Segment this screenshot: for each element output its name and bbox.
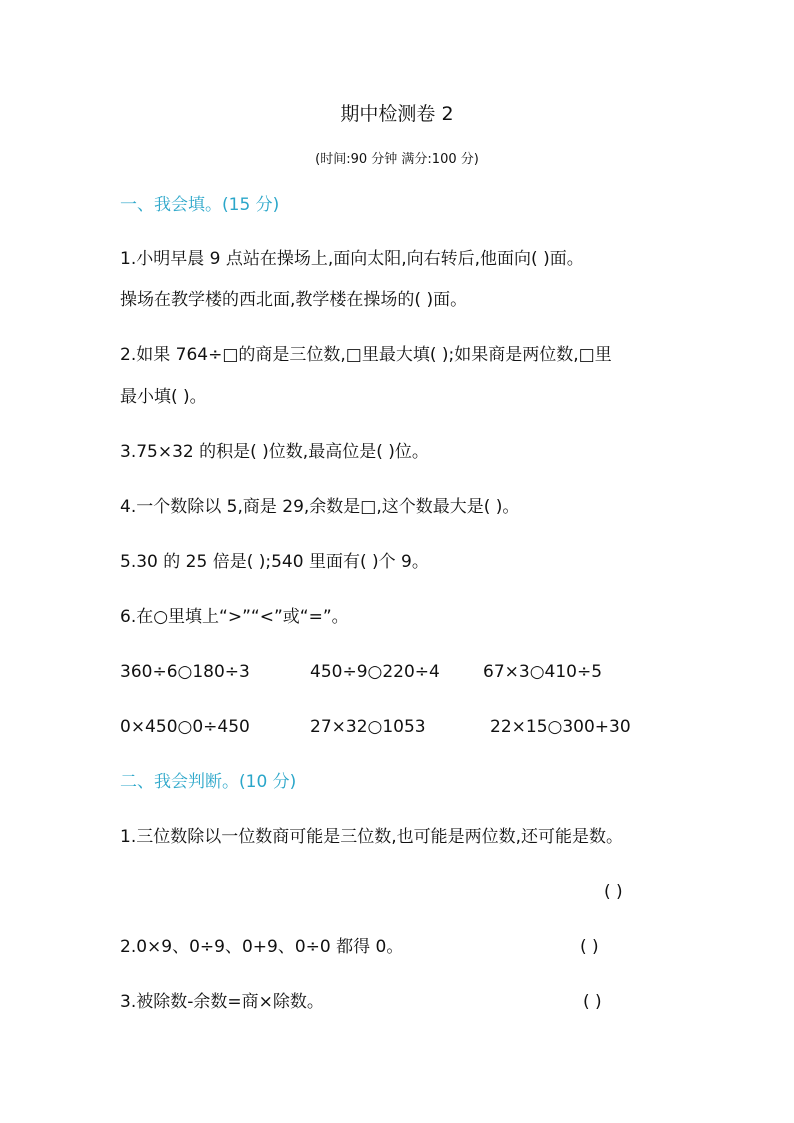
question-3: 3.75×32 的积是( )位数,最高位是( )位。: [120, 442, 429, 462]
calc-item: 22×15○300+30: [490, 717, 631, 737]
calc-item: 360÷6○180÷3: [120, 662, 250, 682]
page-subtitle: (时间:90 分钟 满分:100 分): [315, 152, 479, 167]
section2-heading: 二、我会判断。(10 分): [120, 772, 297, 792]
calc-item: 0×450○0÷450: [120, 717, 250, 737]
question-1-line-1: 1.小明早晨 9 点站在操场上,面向太阳,向右转后,他面向( )面。: [120, 249, 584, 269]
judge-answer-bracket-3: ( ): [583, 992, 602, 1012]
question-6: 6.在○里填上“>”“<”或“=”。: [120, 607, 349, 627]
question-4: 4.一个数除以 5,商是 29,余数是□,这个数最大是( )。: [120, 497, 520, 517]
judge-answer-bracket-1: ( ): [604, 882, 623, 902]
question-2-line-1: 2.如果 764÷□的商是三位数,□里最大填( );如果商是两位数,□里: [120, 345, 612, 365]
calc-item: 450÷9○220÷4: [310, 662, 440, 682]
judge-question-3: 3.被除数-余数=商×除数。: [120, 992, 324, 1012]
judge-answer-bracket-2: ( ): [580, 937, 599, 957]
judge-question-2: 2.0×9、0÷9、0+9、0÷0 都得 0。: [120, 937, 404, 957]
section1-heading: 一、我会填。(15 分): [120, 195, 280, 215]
calc-item: 27×32○1053: [310, 717, 426, 737]
question-5: 5.30 的 25 倍是( );540 里面有( )个 9。: [120, 552, 429, 572]
judge-question-1: 1.三位数除以一位数商可能是三位数,也可能是两位数,还可能是数。: [120, 827, 624, 847]
page-title: 期中检测卷 2: [340, 103, 454, 125]
question-1-line-2: 操场在教学楼的西北面,教学楼在操场的( )面。: [120, 290, 468, 310]
question-2-line-2: 最小填( )。: [120, 387, 207, 407]
calc-item: 67×3○410÷5: [483, 662, 603, 682]
